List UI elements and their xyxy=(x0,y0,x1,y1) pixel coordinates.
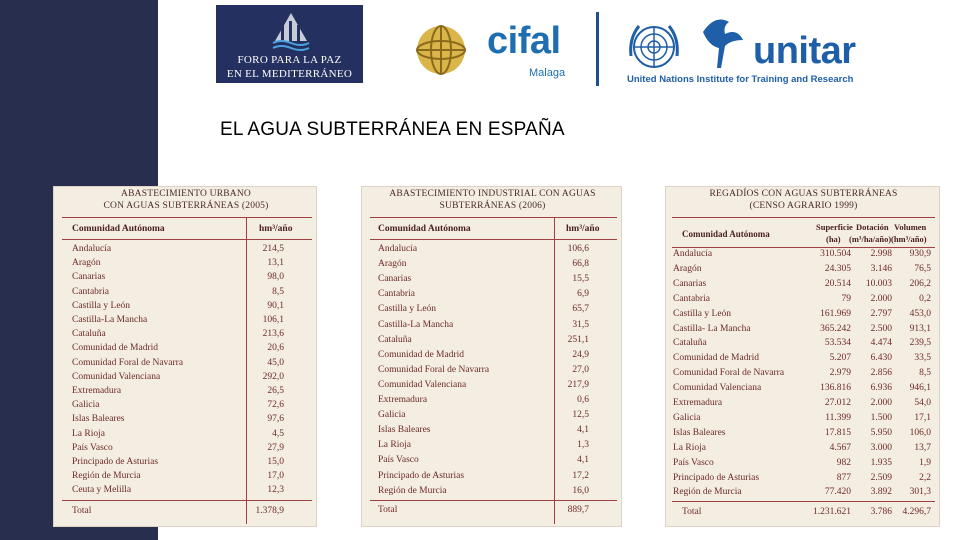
region-column-header: Comunidad Autónoma xyxy=(682,229,770,239)
area-cell: 11.399 xyxy=(825,412,851,423)
table-row xyxy=(666,473,939,487)
volume-cell: 8,5 xyxy=(919,368,931,379)
region-cell: Ceuta y Melilla xyxy=(72,485,132,496)
irrigation-table-title-line2: (CENSO AGRARIO 1999) xyxy=(749,201,858,211)
table-row xyxy=(362,274,621,288)
volume-cell: 930,9 xyxy=(909,249,931,259)
region-column-header: Comunidad Autónoma xyxy=(378,224,471,234)
dose-cell: 2.000 xyxy=(870,293,892,304)
value-cell: 15,5 xyxy=(572,274,589,285)
region-cell: Extremadura xyxy=(72,386,122,396)
table-rule xyxy=(370,217,617,218)
volume-cell: 946,1 xyxy=(909,383,931,394)
table-row xyxy=(666,458,939,472)
table-row xyxy=(362,410,621,424)
region-cell: Canarias xyxy=(72,272,106,283)
table-row xyxy=(666,264,939,278)
table-row xyxy=(54,343,316,357)
table-rule xyxy=(672,217,935,218)
table-row xyxy=(54,244,316,258)
table-row xyxy=(54,358,316,372)
area-cell: 4.567 xyxy=(829,442,851,453)
region-cell: Galicia xyxy=(378,410,406,421)
table-row xyxy=(666,309,939,323)
table-row xyxy=(362,365,621,379)
total-volume: 4.296,7 xyxy=(902,507,931,517)
region-cell: Cataluña xyxy=(378,334,412,345)
table-row xyxy=(54,301,316,315)
value-cell: 1,3 xyxy=(577,440,589,451)
region-cell: Galicia xyxy=(72,400,100,411)
table-row xyxy=(362,304,621,318)
dose-cell: 1.500 xyxy=(870,412,892,423)
volume-cell: 106,0 xyxy=(909,427,931,438)
volume-cell: 1,9 xyxy=(919,457,931,468)
region-cell: Canarias xyxy=(673,278,707,289)
waves-pillars-icon xyxy=(271,11,311,51)
table-row xyxy=(362,350,621,364)
region-column-header: Comunidad Autónoma xyxy=(72,224,165,234)
dose-cell: 6.430 xyxy=(870,353,892,364)
cifal-logo xyxy=(413,18,573,84)
region-cell: Comunidad Valenciana xyxy=(378,379,467,390)
volume-cell: 17,1 xyxy=(914,412,931,423)
area-cell: 5.207 xyxy=(829,353,851,364)
industrial-table-title-line2: SUBTERRÁNEAS (2006) xyxy=(439,201,546,211)
total-label: Total xyxy=(72,506,92,516)
foro-paz-logo xyxy=(216,5,363,83)
total-area: 1.231.621 xyxy=(813,507,851,517)
dose-cell: 3.000 xyxy=(870,442,892,453)
area-unit-header: (ha) xyxy=(826,234,841,244)
table-row xyxy=(362,425,621,439)
table-row xyxy=(362,395,621,409)
cifal-logo-city: Malaga xyxy=(529,67,566,79)
value-cell: 217,9 xyxy=(567,379,589,390)
region-cell: Cantabria xyxy=(673,293,710,304)
volume-cell: 54,0 xyxy=(914,398,931,408)
region-cell: Cantabria xyxy=(378,289,415,300)
value-cell: 6,9 xyxy=(577,289,589,300)
value-cell: 4,1 xyxy=(577,455,589,466)
area-cell: 982 xyxy=(836,457,851,468)
table-row xyxy=(362,335,621,349)
region-cell: Cataluña xyxy=(72,329,106,340)
table-row xyxy=(362,289,621,303)
table-rule xyxy=(62,500,312,501)
area-cell: 77.420 xyxy=(824,487,851,498)
table-row xyxy=(666,324,939,338)
value-cell: 17,0 xyxy=(267,471,284,482)
dose-cell: 6.936 xyxy=(870,383,892,394)
volume-column-header: Volumen xyxy=(894,222,927,232)
table-row xyxy=(362,320,621,334)
area-cell: 365.242 xyxy=(820,323,851,334)
region-cell: Principado de Asturias xyxy=(72,457,159,467)
industrial-supply-table xyxy=(361,186,622,527)
area-cell: 310.504 xyxy=(820,249,851,259)
table-rule xyxy=(62,239,312,240)
bird-emblem-icon xyxy=(695,12,749,72)
region-cell: Cataluña xyxy=(673,338,707,349)
value-cell: 31,5 xyxy=(572,319,589,330)
area-cell: 17.815 xyxy=(824,427,851,438)
region-cell: Comunidad Foral de Navarra xyxy=(378,364,490,375)
table-row xyxy=(362,471,621,485)
table-rule xyxy=(672,501,935,502)
region-cell: Principado de Asturias xyxy=(378,470,465,481)
value-cell: 12,5 xyxy=(572,410,589,421)
table-row xyxy=(666,368,939,382)
volume-cell: 239,5 xyxy=(909,338,931,349)
volume-cell: 0,2 xyxy=(919,293,931,304)
area-column-header: Superficie xyxy=(816,222,853,232)
region-cell: Aragón xyxy=(378,259,407,270)
table-row xyxy=(54,400,316,414)
dose-cell: 2.000 xyxy=(870,398,892,408)
value-cell: 251,1 xyxy=(567,334,589,345)
region-cell: La Rioja xyxy=(72,428,105,439)
volume-cell: 76,5 xyxy=(914,263,931,274)
region-cell: Andalucía xyxy=(72,244,112,254)
region-cell: Castilla- La Mancha xyxy=(673,323,751,334)
table-row xyxy=(666,353,939,367)
urban-table-title-line1: ABASTECIMIENTO URBANO xyxy=(121,189,251,199)
table-row xyxy=(54,287,316,301)
region-cell: Castilla y León xyxy=(673,308,732,319)
unitar-logo-tagline: United Nations Institute for Training and Research xyxy=(627,74,854,85)
region-cell: Canarias xyxy=(378,274,412,285)
region-cell: Región de Murcia xyxy=(673,487,742,498)
region-cell: Islas Baleares xyxy=(673,427,726,438)
value-cell: 0,6 xyxy=(577,395,589,405)
region-cell: Región de Murcia xyxy=(378,485,447,496)
table-row xyxy=(666,338,939,352)
table-row xyxy=(666,294,939,308)
region-cell: Aragón xyxy=(673,263,702,274)
table-rule xyxy=(62,217,312,218)
table-row xyxy=(54,372,316,386)
value-cell: 12,3 xyxy=(267,485,284,496)
dose-cell: 5.950 xyxy=(870,427,892,438)
value-cell: 4,5 xyxy=(272,428,284,439)
total-row xyxy=(666,507,939,521)
region-cell: Comunidad de Madrid xyxy=(378,349,465,360)
value-cell: 97,6 xyxy=(267,414,284,425)
value-cell: 72,6 xyxy=(267,400,284,411)
irrigation-table xyxy=(665,186,940,527)
area-cell: 877 xyxy=(836,472,851,483)
area-cell: 79 xyxy=(841,293,851,304)
volume-cell: 913,1 xyxy=(909,323,931,334)
volume-cell: 206,2 xyxy=(909,278,931,289)
table-row xyxy=(362,440,621,454)
table-row xyxy=(54,414,316,428)
region-cell: La Rioja xyxy=(673,442,706,453)
area-cell: 136.816 xyxy=(820,383,851,394)
table-row xyxy=(54,272,316,286)
total-row xyxy=(54,506,316,520)
total-row xyxy=(362,505,621,519)
area-cell: 20.514 xyxy=(824,278,851,289)
dose-cell: 10.003 xyxy=(865,278,892,289)
table-row xyxy=(54,429,316,443)
region-cell: Extremadura xyxy=(673,398,723,408)
value-cell: 26,5 xyxy=(267,386,284,396)
region-cell: Galicia xyxy=(673,412,701,423)
value-cell: 45,0 xyxy=(267,357,284,368)
value-cell: 98,0 xyxy=(267,272,284,283)
globe-icon xyxy=(413,22,469,78)
value-cell: 27,0 xyxy=(572,364,589,375)
dose-cell: 2.500 xyxy=(870,323,892,334)
table-row xyxy=(362,380,621,394)
value-cell: 214,5 xyxy=(262,244,284,254)
region-cell: País Vasco xyxy=(673,457,714,468)
area-cell: 161.969 xyxy=(820,308,851,319)
value-cell: 106,6 xyxy=(567,244,589,254)
table-row xyxy=(54,315,316,329)
value-cell: 4,1 xyxy=(577,425,589,436)
foro-logo-line2: EN EL MEDITERRÁNEO xyxy=(226,68,353,80)
table-rule xyxy=(672,247,935,248)
region-cell: País Vasco xyxy=(378,455,419,466)
region-cell: Comunidad Foral de Navarra xyxy=(673,368,785,379)
value-cell: 20,6 xyxy=(267,343,284,354)
table-row xyxy=(54,471,316,485)
un-emblem-icon xyxy=(625,18,683,76)
logo-divider xyxy=(596,12,599,86)
dose-cell: 1.935 xyxy=(870,457,892,468)
table-row xyxy=(362,259,621,273)
region-cell: Aragón xyxy=(72,258,101,269)
region-cell: Comunidad de Madrid xyxy=(72,343,159,354)
table-row xyxy=(362,244,621,258)
table-row xyxy=(666,487,939,501)
table-row xyxy=(54,443,316,457)
page-title: EL AGUA SUBTERRÁNEA EN ESPAÑA xyxy=(220,119,565,140)
value-cell: 106,1 xyxy=(262,315,284,325)
dose-cell: 2.797 xyxy=(870,308,892,319)
table-row xyxy=(54,485,316,499)
table-row xyxy=(666,443,939,457)
table-row xyxy=(666,428,939,442)
foro-logo-line1: FORO PARA LA PAZ xyxy=(237,54,342,66)
total-label: Total xyxy=(378,505,398,515)
region-cell: Comunidad Valenciana xyxy=(673,383,762,394)
table-row xyxy=(54,258,316,272)
total-value: 1.378,9 xyxy=(255,506,284,516)
volume-cell: 33,5 xyxy=(914,353,931,364)
region-cell: Comunidad Foral de Navarra xyxy=(72,357,184,368)
value-cell: 27,9 xyxy=(267,442,284,453)
dose-column-header: Dotación xyxy=(856,222,889,232)
table-row xyxy=(666,249,939,263)
region-cell: Islas Baleares xyxy=(378,425,431,436)
value-cell: 213,6 xyxy=(262,329,284,340)
value-column-header: hm³/año xyxy=(566,224,600,234)
volume-cell: 453,0 xyxy=(909,308,931,319)
table-row xyxy=(666,383,939,397)
urban-table-title-line2: CON AGUAS SUBTERRÁNEAS (2005) xyxy=(103,201,269,211)
unitar-logo-name: unitar xyxy=(753,30,856,72)
cifal-logo-name: cifal xyxy=(487,20,561,62)
total-label: Total xyxy=(682,507,702,517)
value-cell: 24,9 xyxy=(572,349,589,360)
table-row xyxy=(666,398,939,412)
table-row xyxy=(54,329,316,343)
value-cell: 90,1 xyxy=(267,300,284,311)
region-cell: Andalucía xyxy=(673,249,713,259)
value-cell: 17,2 xyxy=(572,470,589,481)
dose-cell: 2.509 xyxy=(870,472,892,483)
area-cell: 2.979 xyxy=(829,368,851,379)
volume-cell: 2,2 xyxy=(919,472,931,483)
region-cell: Islas Baleares xyxy=(72,414,125,425)
region-cell: País Vasco xyxy=(72,442,113,453)
value-cell: 8,5 xyxy=(272,286,284,297)
value-cell: 66,8 xyxy=(572,259,589,270)
region-cell: Castilla-La Mancha xyxy=(378,319,454,330)
region-cell: Comunidad de Madrid xyxy=(673,353,760,364)
table-row xyxy=(666,413,939,427)
region-cell: Región de Murcia xyxy=(72,471,141,482)
region-cell: Castilla y León xyxy=(378,304,437,315)
table-row xyxy=(362,486,621,500)
region-cell: La Rioja xyxy=(378,440,411,451)
region-cell: Extremadura xyxy=(378,395,428,405)
table-row xyxy=(54,457,316,471)
table-row xyxy=(666,279,939,293)
region-cell: Comunidad Valenciana xyxy=(72,371,161,382)
dose-unit-header: (m³/ha/año) xyxy=(849,234,892,244)
region-cell: Principado de Asturias xyxy=(673,472,760,483)
table-rule xyxy=(370,500,617,501)
value-cell: 15,0 xyxy=(267,457,284,467)
dose-cell: 3.146 xyxy=(870,263,892,274)
table-row xyxy=(362,455,621,469)
value-cell: 16,0 xyxy=(572,485,589,496)
total-dose: 3.786 xyxy=(870,507,892,517)
volume-cell: 301,3 xyxy=(909,487,931,498)
area-cell: 53.534 xyxy=(824,338,851,349)
urban-supply-table xyxy=(53,186,317,527)
region-cell: Castilla y León xyxy=(72,300,131,311)
dose-cell: 2.856 xyxy=(870,368,892,379)
volume-cell: 13,7 xyxy=(914,442,931,453)
industrial-table-title-line1: ABASTECIMIENTO INDUSTRIAL CON AGUAS xyxy=(389,189,596,199)
value-cell: 13,1 xyxy=(267,258,284,269)
area-cell: 24.305 xyxy=(824,263,851,274)
table-rule xyxy=(370,239,617,240)
region-cell: Castilla-La Mancha xyxy=(72,315,148,325)
dose-cell: 4.474 xyxy=(870,338,892,349)
volume-unit-header: (hm³/año) xyxy=(891,234,927,244)
area-cell: 27.012 xyxy=(824,398,851,408)
value-cell: 65,7 xyxy=(572,304,589,315)
value-cell: 292,0 xyxy=(262,371,284,382)
dose-cell: 3.892 xyxy=(870,487,892,498)
table-row xyxy=(54,386,316,400)
total-value: 889,7 xyxy=(567,505,589,515)
region-cell: Cantabria xyxy=(72,286,109,297)
region-cell: Andalucía xyxy=(378,244,418,254)
unitar-logo xyxy=(625,12,875,88)
irrigation-table-title-line1: REGADÍOS CON AGUAS SUBTERRÁNEAS xyxy=(709,189,898,199)
dose-cell: 2.998 xyxy=(870,249,892,259)
value-column-header: hm³/año xyxy=(259,224,293,234)
